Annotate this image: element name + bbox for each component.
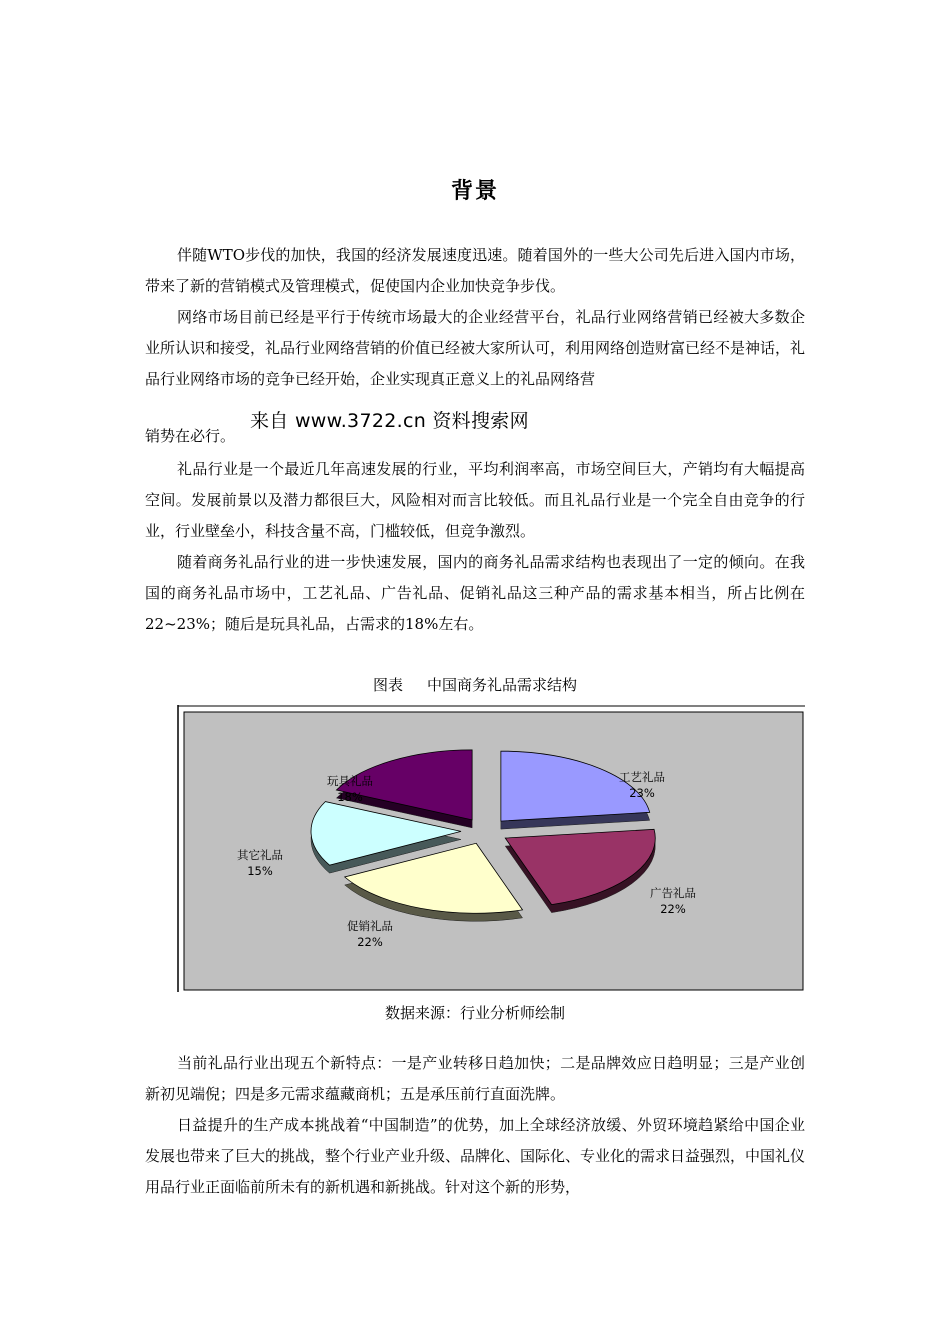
paragraph-4: 随着商务礼品行业的进一步快速发展，国内的商务礼品需求结构也表现出了一定的倾向。在我国的商务礼品市场中，工艺礼品、广告礼品、促销礼品这三种产品的需求基本相当，所占比例在22~23%；随后是玩具礼品，占需求的18%左右。 — [145, 553, 805, 633]
figure-label: 图表 — [372, 676, 403, 694]
pie-chart-svg — [177, 705, 805, 992]
source-note: 数据来源：行业分析师绘制 — [384, 1004, 565, 1022]
paragraph-2-tail: 销势在必行。 — [145, 427, 236, 445]
pie-label-category: 促销礼品 — [347, 919, 393, 933]
pie-label-value: 15% — [247, 864, 273, 878]
pie-chart — [177, 705, 805, 992]
page-title: 背景 — [450, 179, 499, 204]
pie-label-value: 18% — [337, 790, 363, 804]
paragraph-5: 当前礼品行业出现五个新特点：一是产业转移日趋加快；二是品牌效应日趋明显；三是产业创新初见端倪；四是多元需求蕴藏商机；五是承压前行直面洗牌。 — [145, 1054, 805, 1103]
pie-label-category: 玩具礼品 — [327, 774, 373, 788]
paragraph-3: 礼品行业是一个最近几年高速发展的行业，平均利润率高，市场空间巨大，产销均有大幅提高空间。发展前景以及潜力都很巨大，风险相对而言比较低。而且礼品行业是一个完全自由竞争的行业，行业壁垒小，科技含量不高，门槛较低，但竞争激烈。 — [145, 460, 805, 540]
watermark-text: 来自 www.3722.cn 资料搜索网 — [250, 410, 529, 432]
paragraph-1: 伴随WTO步伐的加快，我国的经济发展速度迅速。随着国外的一些大公司先后进入国内市场，带来了新的营销模式及管理模式，促使国内企业加快竞争步伐。 — [145, 246, 805, 295]
pie-label-category: 其它礼品 — [237, 848, 283, 862]
pie-label-category: 工艺礼品 — [619, 770, 665, 784]
pie-label-value: 23% — [629, 786, 655, 800]
pie-label-category: 广告礼品 — [650, 886, 696, 900]
paragraph-6: 日益提升的生产成本挑战着“中国制造”的优势，加上全球经济放缓、外贸环境趋紧给中国企业发展也带来了巨大的挑战，整个行业产业升级、品牌化、国际化、专业化的需求日益强烈，中国礼仪用品行业正面临前所未有的新机遇和新挑战。针对这个新的形势， — [145, 1116, 806, 1196]
pie-label-value: 22% — [660, 902, 686, 916]
pie-label-value: 22% — [357, 935, 383, 949]
paragraph-2: 网络市场目前已经是平行于传统市场最大的企业经营平台，礼品行业网络营销已经被大多数企业所认识和接受，礼品行业网络营销的价值已经被大家所认可，利用网络创造财富已经不是神话，礼品行业网络市场的竞争已经开始，企业实现真正意义上的礼品网络营 — [145, 308, 806, 388]
figure-title: 中国商务礼品需求结构 — [427, 676, 578, 694]
figure-caption — [0, 674, 950, 695]
